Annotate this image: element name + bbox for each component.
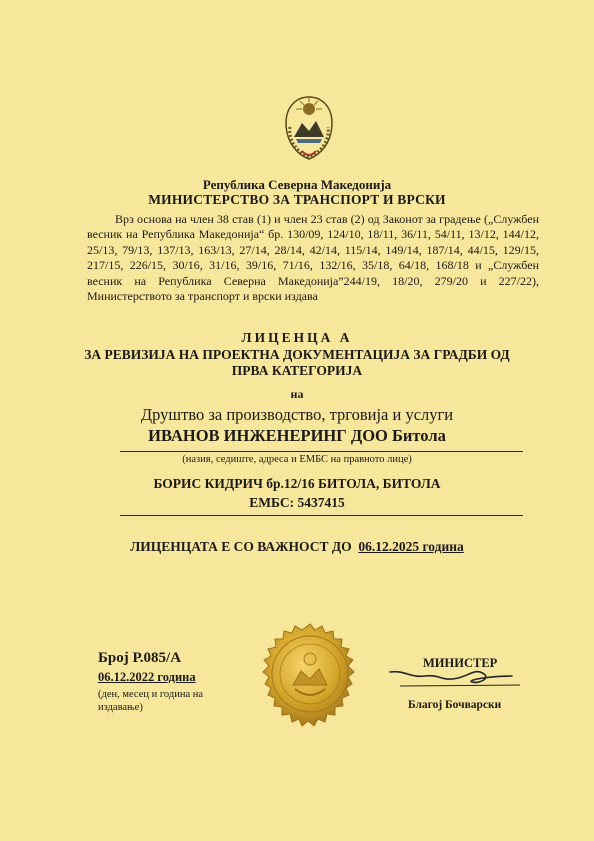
- company-type: Друштво за производство, трговија и услуги: [140, 405, 454, 424]
- legal-basis-paragraph: [87, 212, 539, 304]
- address-underline: [120, 515, 523, 516]
- validity-line: [0, 539, 594, 555]
- state-emblem-icon: [278, 93, 340, 163]
- issue-date-caption: (ден, месец и година на издавање): [98, 689, 204, 713]
- company-embs: ЕМБС: 5437415: [249, 495, 345, 510]
- issue-date: 06.12.2022 година: [98, 670, 196, 684]
- signatory-name: Благој Бочварски: [408, 699, 502, 711]
- license-subtitle-line1: ЗА РЕВИЗИЈА НА ПРОЕКТНА ДОКУМЕНТАЦИЈА ЗА ГРАДБИ ОД: [84, 347, 510, 362]
- license-to-label: на: [290, 387, 304, 401]
- gold-seal-icon: [251, 615, 369, 733]
- company-address: БОРИС КИДРИЧ бр.12/16 БИТОЛА, БИТОЛА: [153, 476, 441, 491]
- legal-basis-text: Врз основа на член 38 став (1) и член 23 став (2) од Законот за градење („Службен весник на Република Македонија“ бр. 130/09, 124/10, 18/11, 36/11, 54/11, 13/12, 144/12, 25/13, 79/13, 137/13, 163/13, 27/14, 28/14, 42/14, 115/14, 149/14, 187/14, 44/15, 129/15, 217/15, 226/15, 30/16, 31/16, 39/16, 71/16, 132/16, 35/18, 64/18, 168/18 и „Службен весник на Република Северна Македонија”244/19, 18/20, 279/20 и 227/22), Министерството за транспорт и врски издава: [87, 212, 539, 304]
- license-title: ЛИЦЕНЦА А: [241, 330, 353, 345]
- company-caption: (назив, седиште, адреса и ЕМБС на правното лице): [182, 454, 412, 465]
- signature-icon: [380, 664, 530, 694]
- validity-label: ЛИЦЕНЦАТА Е СО ВАЖНОСТ ДО: [130, 539, 352, 554]
- ministry-name: МИНИСТЕРСТВО ЗА ТРАНСПОРТ И ВРСКИ: [148, 192, 446, 207]
- company-name: ИВАНОВ ИНЖЕНЕРИНГ ДОО Битола: [148, 426, 446, 445]
- republic-name: Република Северна Македонија: [202, 177, 392, 192]
- company-underline: [120, 451, 523, 452]
- license-subtitle-line2: ПРВА КАТЕГОРИЈА: [231, 363, 363, 378]
- signatory-title: МИНИСТЕР: [423, 656, 498, 670]
- issue-number: Број Р.085/А: [98, 650, 182, 666]
- validity-date: 06.12.2025 година: [358, 539, 464, 554]
